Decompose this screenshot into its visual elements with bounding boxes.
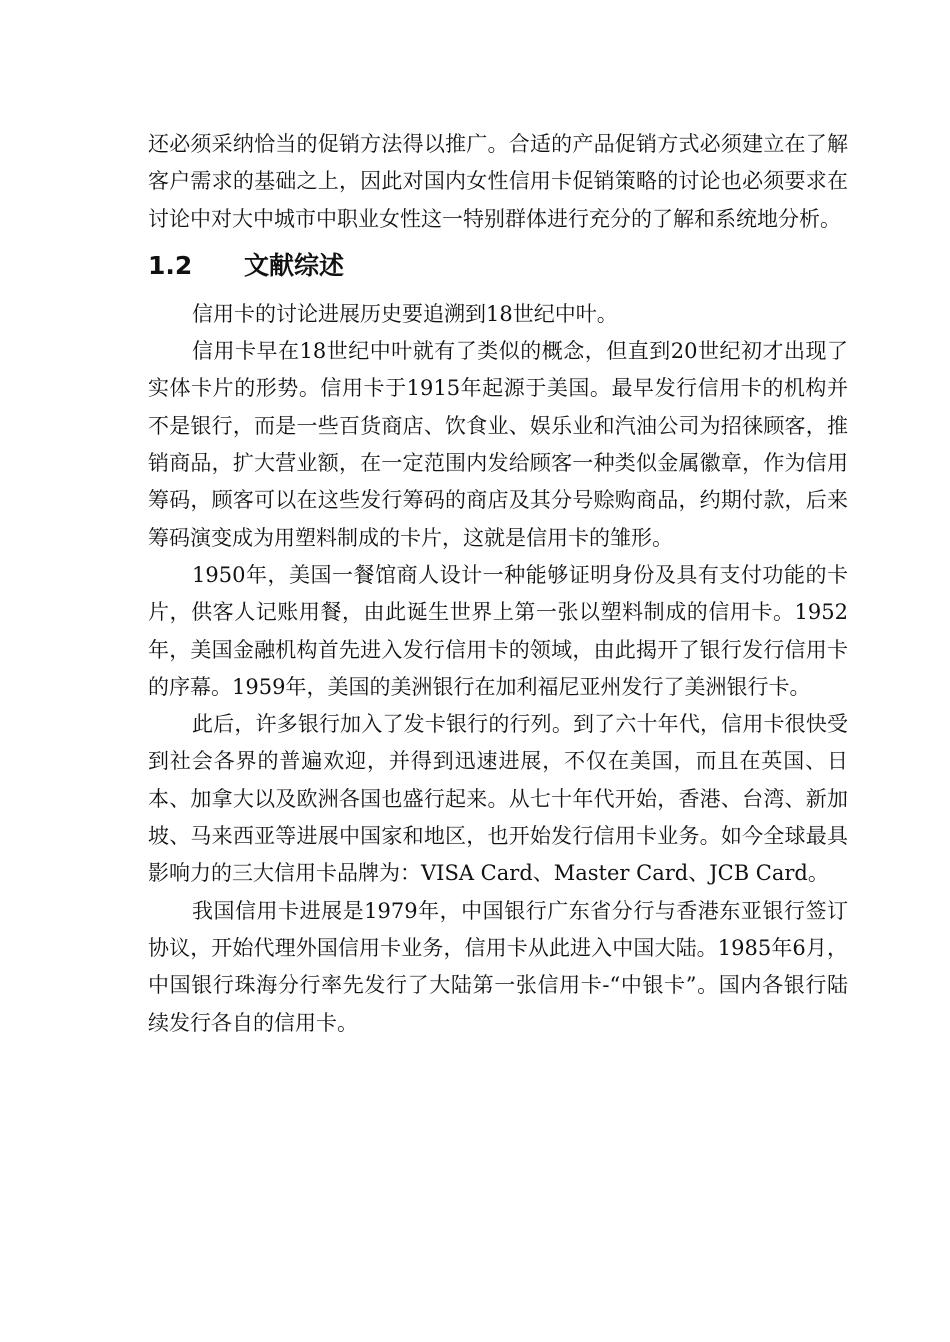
section-heading [148,246,848,286]
paragraph-early-concept: 信用卡早在18世纪中叶就有了类似的概念，但直到20世纪初才出现了实体卡片的形势。信用卡于1915年起源于美国。最早发行信用卡的机构并不是银行，而是一些百货商店、饮食业、娱乐业和汽油公司为招徕顾客，推销商品，扩大营业额，在一定范围内发给顾客一种类似金属徽章，作为信用筹码，顾客可以在这些发行筹码的商店及其分号赊购商品，约期付款，后来筹码演变成为用塑料制成的卡片，这就是信用卡的雏形。 [148,339,848,550]
paragraph-1950-plastic-card: 1950年，美国一餐馆商人设计一种能够证明身份及具有支付功能的卡片，供客人记账用餐，由此诞生世界上第一张以塑料制成的信用卡。1952年，美国金融机构首先进入发行信用卡的领域，由此揭开了银行发行信用卡的序幕。1959年，美国的美洲银行在加利福尼亚州发行了美洲银行卡。 [148,562,848,699]
document-page [148,126,848,1042]
paragraph-china-development: 我国信用卡进展是1979年，中国银行广东省分行与香港东亚银行签订协议，开始代理外国信用卡业务，信用卡从此进入中国大陆。1985年6月，中国银行珠海分行率先发行了大陆第一张信用卡-“中银卡”。国内各银行陆续发行各自的信用卡。 [148,898,848,1035]
paragraph-history-origin: 信用卡的讨论进展历史要追溯到18世纪中叶。 [192,301,618,326]
section-number: 1.2 [148,250,193,280]
intro-paragraph: 还必须采纳恰当的促销方法得以推广。合适的产品促销方式必须建立在了解客户需求的基础之上，因此对国内女性信用卡促销策略的讨论也必须要求在讨论中对大中城市中职业女性这一特别群体进行充分的了解和系统地分析。 [148,132,848,231]
paragraph-global-spread: 此后，许多银行加入了发卡银行的行列。到了六十年代，信用卡很快受到社会各界的普遍欢迎，并得到迅速进展，不仅在美国，而且在英国、日本、加拿大以及欧洲各国也盛行起来。从七十年代开始，香港、台湾、新加坡、马来西亚等进展中国家和地区，也开始发行信用卡业务。如今全球最具影响力的三大信用卡品牌为：VISA Card、Master Card、JCB Card。 [148,712,848,886]
section-title: 文献综述 [244,250,345,280]
